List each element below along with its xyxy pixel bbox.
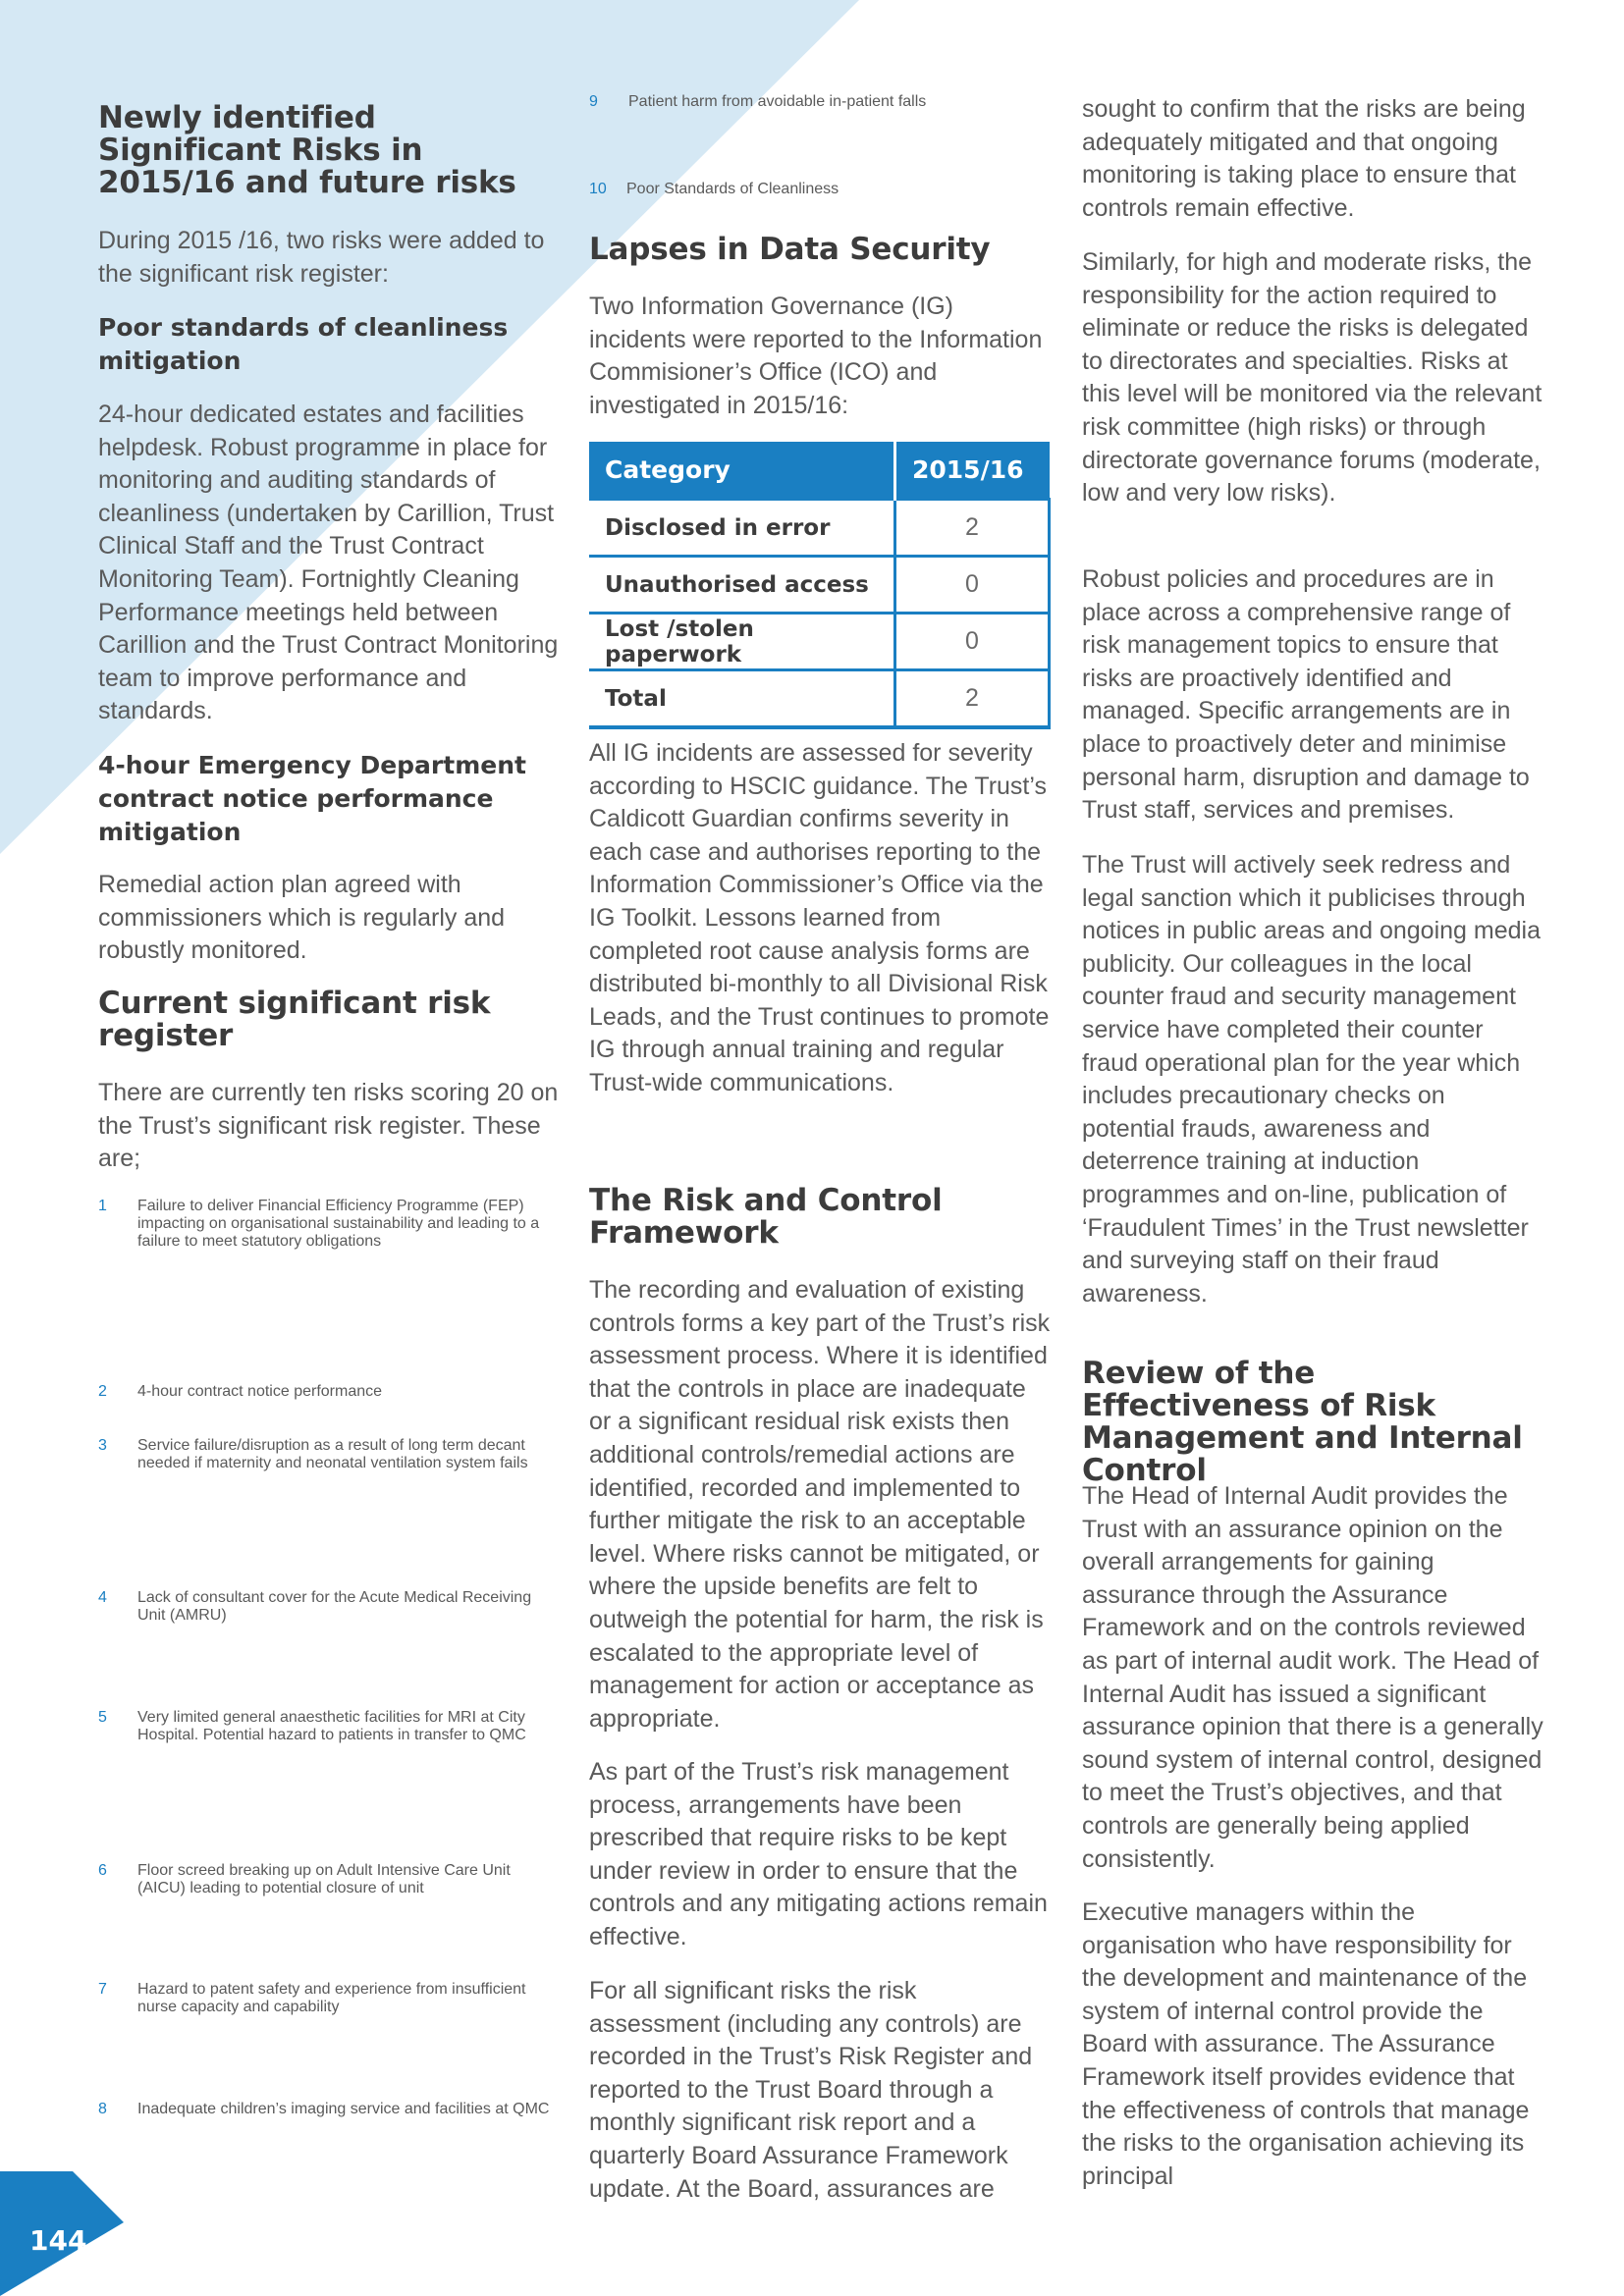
row-category: Disclosed in error [589,500,894,557]
risk-item [589,93,1051,111]
executive-managers-paragraph: Executive managers within the organisation who have responsibility for the development and maintenance of the system of internal control provide the Board with assurance. The Assurance Framework itself provides evidence that the effectiveness of controls that manage the risks to the organisation achieving its principal [1082,1898,1530,2190]
risk-text: Hazard to patent safety and experience from insufficient nurse capacity and capability [137,1981,526,2015]
risk-number: 1 [98,1198,107,1214]
column-header-category: Category [589,442,894,500]
risk-number: 3 [98,1437,107,1454]
row-category: Lost /stolen paperwork [589,614,894,670]
risk-item [98,1383,560,1401]
risk-text: Patient harm from avoidable in-patient falls [628,93,927,110]
heading-data-security: Lapses in Data Security [589,232,991,267]
row-category: Total [589,670,894,728]
row-value: 0 [894,614,1049,670]
risk-item [98,1862,560,1897]
internal-audit-paragraph: The Head of Internal Audit provides the Trust with an assurance opinion on the overall arrangements for gaining assurance through the Assurance Framework and on the controls reviewed as part of internal audit work. The Head of Internal Audit has issued a significant assurance opinion that there is a generally sound system of internal control, designed to meet the Trust’s objectives, and that controls are generally being applied consistently. [1082,1482,1543,1873]
risk-number: 5 [98,1709,107,1726]
risk-text: Very limited general anaesthetic facilities for MRI at City Hospital. Potential hazard to patients in transfer to QMC [137,1709,526,1743]
risk-item [98,2101,560,2118]
ig-assessment-text: All IG incidents are assessed for severity according to HSCIC guidance. The Trust’s Caldicott Guardian confirms severity in each case and authorises reporting to the Information Commissioner’s Office via the IG Toolkit. Lessons learned from completed root cause analysis forms are distributed bi-monthly to all Divisional Risk Leads, and the Trust continues to promote IG through annual training and regular Trust-wide communications. [589,739,1050,1096]
new-risks-intro: During 2015 /16, two risks were added to the significant risk register: [98,227,545,288]
risk-text: Service failure/disruption as a result of long term decant needed if maternity and neonatal ventilation system fails [137,1437,528,1471]
row-category: Unauthorised access [589,557,894,614]
policies-paragraph: Robust policies and procedures are in place across a comprehensive range of risk management topics to ensure that risks are proactively identified and managed. Specific arrangements are in place to proactively deter and minimise personal harm, disruption and damage to Trust staff, services and premises. [1082,565,1530,825]
risk-item [98,1437,560,1472]
risk-number: 10 [589,181,607,197]
heading-current-register: Current significant risk register [98,986,491,1053]
risk-item [98,1709,560,1744]
row-value: 2 [894,670,1049,728]
risk-text: Floor screed breaking up on Adult Intensive Care Unit (AICU) leading to potential closure of unit [137,1862,511,1896]
delegation-paragraph: Similarly, for high and moderate risks, the responsibility for the action required to eliminate or reduce the risks is delegated to directorates and specialties. Risks at this level will be monitored via the relevant risk committee (high risks) or through directorate governance forums (moderate, low and very low risks). [1082,248,1543,507]
emergency-department-mitigation-text: Remedial action plan agreed with commissioners which is regularly and robustly monitored. [98,871,506,965]
heading-new-risks: Newly identified Significant Risks in 2015/16 and future risks [98,100,516,200]
heading-review-effectiveness: Review of the Effectiveness of Risk Management and Internal Control [1082,1356,1523,1488]
row-value: 2 [894,500,1049,557]
page-number: 144 [29,2224,87,2257]
framework-paragraph-2: As part of the Trust’s risk management process, arrangements have been prescribed that require risks to be kept under review in order to ensure that the controls and any mitigating actions remain effective. [589,1758,1048,1950]
register-intro: There are currently ten risks scoring 20 on the Trust’s significant risk register. These are; [98,1079,559,1173]
risk-number: 6 [98,1862,107,1879]
ig-incidents-table [589,442,1051,729]
risk-text: Poor Standards of Cleanliness [626,181,839,197]
risk-number: 2 [98,1383,107,1400]
risk-item [98,1198,560,1251]
table-header-row [589,442,1050,500]
risk-item [98,1981,560,2016]
table-row [589,670,1050,728]
table-row [589,557,1050,614]
risk-number: 7 [98,1981,107,1998]
risk-number: 9 [589,93,598,110]
column-header-year: 2015/16 [894,442,1049,500]
risk-number: 8 [98,2101,107,2117]
risk-item [98,1589,560,1625]
data-security-intro: Two Information Governance (IG) incidents were reported to the Information Commisioner’s Office (ICO) and investigated in 2015/16: [589,293,1043,419]
cleanliness-mitigation-text: 24-hour dedicated estates and facilities helpdesk. Robust programme in place for monitoring and auditing standards of cleanliness (undertaken by Carillion, Trust Clinical Staff and the Trust Contract Monitoring Team). Fortnightly Cleaning Performance meetings held between Carillion and the Trust Contract Monitoring team to improve performance and standards. [98,400,559,725]
risk-text: Inadequate children’s imaging service and facilities at QMC [137,2101,550,2117]
assurance-paragraph: sought to confirm that the risks are being adequately mitigated and that ongoing monitoring is taking place to ensure that controls remain effective. [1082,95,1526,222]
subheading-cleanliness: Poor standards of cleanliness mitigation [98,313,509,375]
risk-text: 4-hour contract notice performance [137,1383,383,1400]
table-row [589,500,1050,557]
risk-text: Failure to deliver Financial Efficiency Programme (FEP) impacting on organisational sustainability and leading to a failure to meet statutory obligations [137,1198,540,1250]
table-row [589,614,1050,670]
subheading-emergency-department: 4-hour Emergency Department contract notice performance mitigation [98,751,526,846]
heading-risk-control-framework: The Risk and Control Framework [589,1183,943,1251]
risk-number: 4 [98,1589,107,1606]
framework-paragraph-1: The recording and evaluation of existing controls forms a key part of the Trust’s risk assessment process. Where it is identified that the controls in place are inadequate or a significant residual risk exists then additional controls/remedial actions are identified, recorded and implemented to further mitigate the risk to an acceptable level. Where risks cannot be mitigated, or where the upside benefits are felt to outweigh the potential for harm, the risk is escalated to the appropriate level of management for action or acceptance as appropriate. [589,1276,1051,1733]
risk-text: Lack of consultant cover for the Acute Medical Receiving Unit (AMRU) [137,1589,532,1624]
risk-item [589,181,1051,198]
counter-fraud-paragraph: The Trust will actively seek redress and legal sanction which it publicises through notices in public areas and ongoing media publicity. Our colleagues in the local counter fraud and security management service have completed their counter fraud operational plan for the year which includes precautionary checks on potential frauds, awareness and deterrence training at induction programmes and on-line, publication of ‘Fraudulent Times’ in the Trust newsletter and surveying staff on their fraud awareness. [1082,851,1541,1308]
framework-paragraph-3: For all significant risks the risk assessment (including any controls) are recorded in the Trust’s Risk Register and reported to the Trust Board through a monthly significant risk report and a quarterly Board Assurance Framework update. At the Board, assurances are [589,1977,1033,2203]
row-value: 0 [894,557,1049,614]
